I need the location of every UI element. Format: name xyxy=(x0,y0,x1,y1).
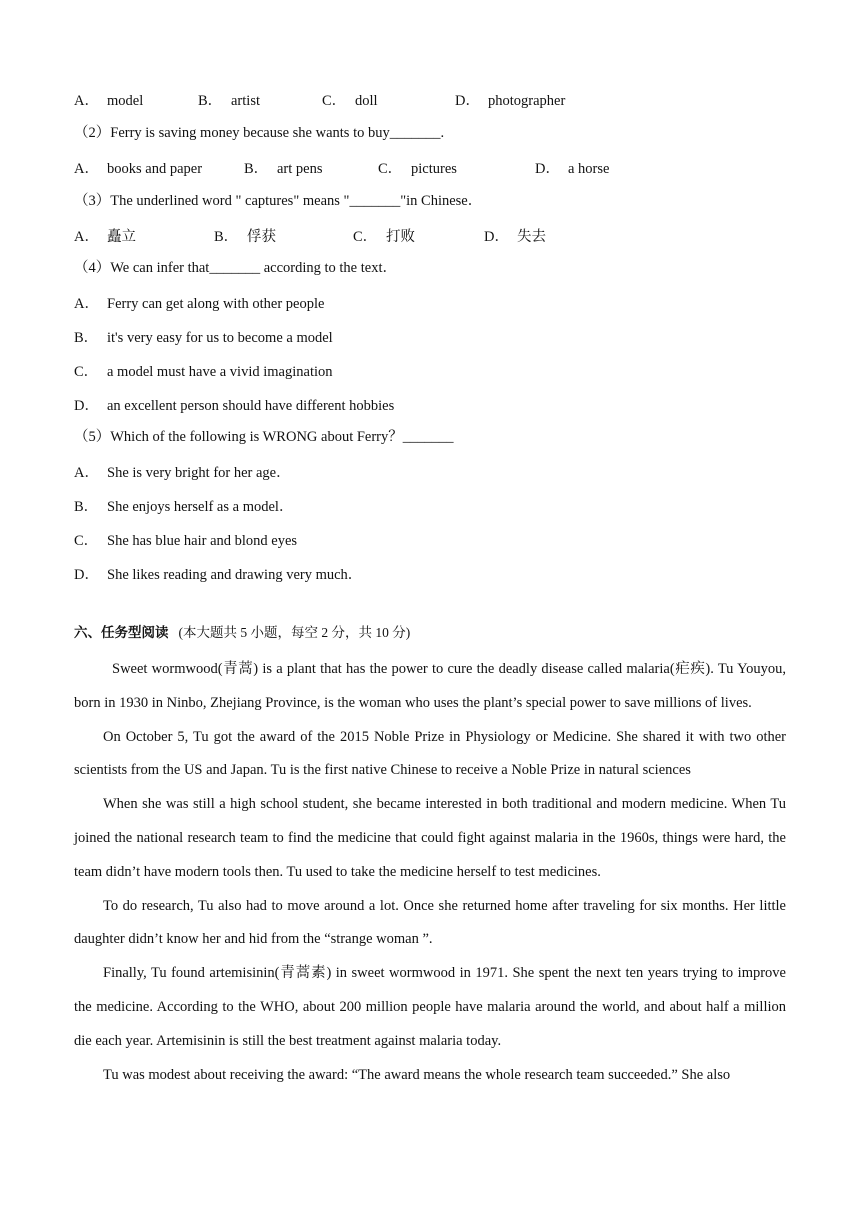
passage-paragraph: On October 5, Tu got the award of the 2015 Noble Prize in Physiology or Medicine. She shared it with two other scientists from the US and Japan. Tu is the first native Chinese to receive a Noble Prize in natural sciences xyxy=(74,728,786,779)
q5-stem: （5）Which of the following is WRONG about Ferry？_______ xyxy=(74,429,454,445)
passage-paragraph: Tu was modest about receiving the award: “The award means the whole research team succeeded.” She also xyxy=(103,1066,731,1083)
q2-option-a: A． books and paper xyxy=(74,161,203,177)
q1-option-d: D． photographer xyxy=(455,93,566,109)
q4-option-b: B． it's very easy for us to become a model xyxy=(74,330,333,346)
q4-option-c: C． a model must have a vivid imagination xyxy=(74,364,333,380)
reading-passage xyxy=(74,653,786,1092)
section-heading xyxy=(74,623,410,643)
q2-option-d: D． a horse xyxy=(535,161,610,177)
q1-option-c: C． doll xyxy=(322,93,378,109)
q3-stem: （3）The underlined word " captures" means "_______"in Chinese． xyxy=(74,193,483,209)
passage-paragraph: To do research, Tu also had to move around a lot. Once she returned home after traveling for six months. Her little daughter didn’t know her and hid from the “strange woman ”. xyxy=(74,897,786,948)
q5-option-d: D． She likes reading and drawing very much． xyxy=(74,567,363,583)
q4-stem: （4）We can infer that_______ according to the text． xyxy=(74,260,397,276)
passage-paragraph: Finally, Tu found artemisinin(青蒿素) in sweet wormwood in 1971. She spent the next ten years trying to improve the medicine. According to the WHO, about 200 million people have malaria around the world, and about half a million die each year. Artemisinin is still the best treatment against malaria today. xyxy=(74,965,786,1049)
q2-option-c: C． pictures xyxy=(378,161,457,177)
passage-paragraph: Sweet wormwood(青蒿) is a plant that has the power to cure the deadly disease called malaria(疟疾). Tu Youyou, born in 1930 in Ninbo, Zhejiang Province, is the woman who uses the plant’s special power to save millions of lives. xyxy=(74,661,786,711)
q5-option-b: B． She enjoys herself as a model． xyxy=(74,499,294,515)
q2-option-b: B． art pens xyxy=(244,161,323,177)
q4-option-a: A． Ferry can get along with other people xyxy=(74,296,325,312)
passage-paragraph: When she was still a high school student, she became interested in both traditional and modern medicine. When Tu joined the national research team to find the medicine that could fight against malaria in the 1960s, things were hard, the team didn’t have modern tools then. Tu used to take the medicine herself to test medicines. xyxy=(74,796,786,880)
q5-option-a: A． She is very bright for her age． xyxy=(74,465,291,481)
q1-option-b: B． artist xyxy=(198,93,260,109)
q3-option-b: B． 俘获 xyxy=(214,229,276,245)
q5-option-c: C． She has blue hair and blond eyes xyxy=(74,533,298,549)
section-title: 六、任务型阅读 xyxy=(74,625,169,641)
q4-option-d: D． an excellent person should have different hobbies xyxy=(74,398,395,414)
q3-option-c: C． 打败 xyxy=(353,229,415,245)
q3-option-a: A． 矗立 xyxy=(74,229,136,245)
section-note: (本大题共 5 小题，每空 2 分，共 10 分) xyxy=(178,625,411,640)
q3-option-d: D． 失去 xyxy=(484,229,546,245)
q2-stem: （2）Ferry is saving money because she wants to buy_______. xyxy=(74,125,445,141)
q1-option-a: A． model xyxy=(74,93,144,109)
